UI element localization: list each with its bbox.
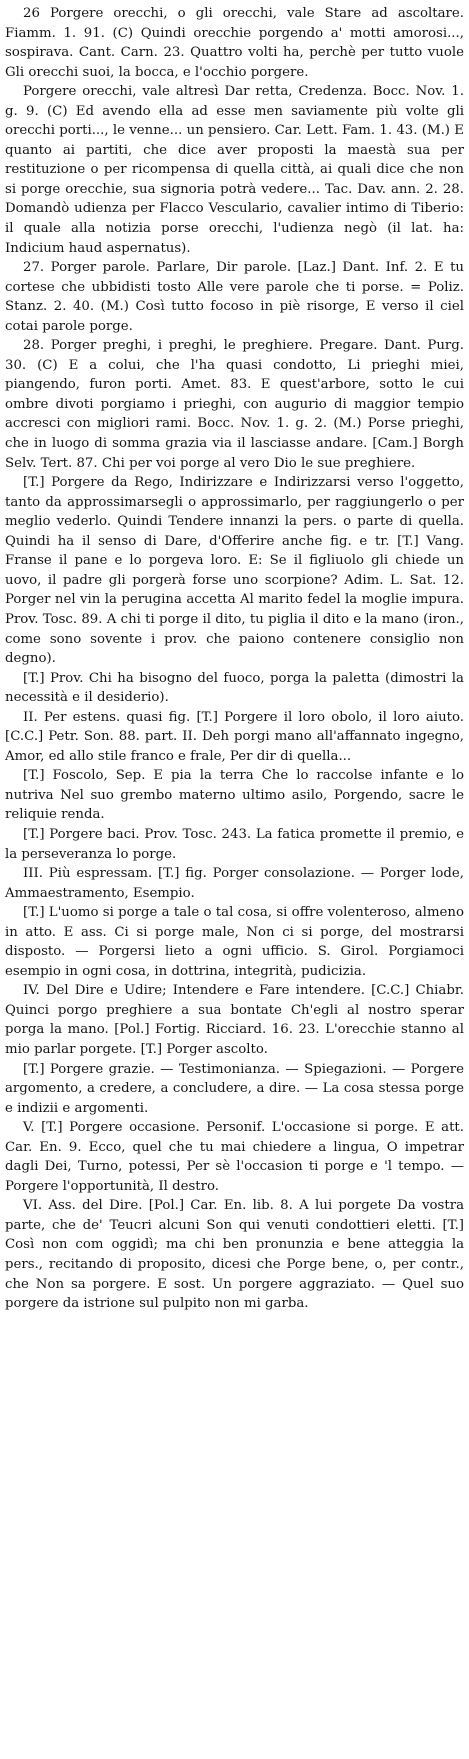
entry-porgere-grazie: [T.] Porgere grazie. — Testimonianza. — Spiegazioni. — Porgere argomento, a credere, a concludere, a dire. — La cosa stessa porge e indizii e argomenti. [5,1061,464,1116]
entry-27-porger-parole: 27. Porger parole. Parlare, Dir parole. [Laz.] Dant. Inf. 2. E tu cortese che ubbidisti tosto Alle vere parole che ti porse. = Poliz. Stanz. 2. 40. (M.) Così tutto focoso in piè risorge, E verso il ciel cotai parole porge. [5,260,464,334]
entry-porgere-orecchi-credenza: Porgere orecchi, vale altresì Dar retta, Credenza. Bocc. Nov. 1. g. 9. (C) Ed avendo ella ad esse men saviamente più volte gli orecchi porti..., le venne... un pensiero. Car. Lett. Fam. 1. 43. (M.) E quanto ai partiti, che dice aver proposti la maestà sua per restituzione o per ricompensa di quella città, ai quali dice che non si porge orecchie, sua signoria potrà vedere... Tac. Dav. ann. 2. 28. Domandò udienza per Flacco Vesculario, cavalier intimo di Tiberio: il quale alla notizia porse orecchi, l'udienza negò (il lat. ha: Indicium haud aspernatus). [5,84,464,256]
entry-iv-del-dire-e-udire: IV. Del Dire e Udire; Intendere e Fare intendere. [C.C.] Chiabr. Quinci porgo preghiere a sua bontate Ch'egli al nostro sperar porga la mano. [Pol.] Fortig. Ricciard. 16. 23. L'orecchie stanno al mio parlar porgete. [T.] Porger ascolto. [5,983,464,1057]
entry-v-porgere-occasione: V. [T.] Porgere occasione. Personif. L'occasione si porge. E att. Car. En. 9. Ecco, quel che tu mai chiedere a lingua, O impetrar dagli Dei, Turno, potessi, Per sè l'occasion ti porge e 'l tempo. — Porgere l'opportunità, Il destro. [5,1120,464,1194]
entry-prov-paletta: [T.] Prov. Chi ha bisogno del fuoco, porga la paletta (dimostri la necessità e il desiderio). [5,670,464,706]
entry-porgere-baci: [T.] Porgere baci. Prov. Tosc. 243. La fatica promette il premio, e la perseveranza lo porge. [5,826,464,862]
entry-iii-piu-espressam: III. Più espressam. [T.] fig. Porger consolazione. — Porger lode, Ammaestramento, Esempio. [5,866,464,901]
entry-vi-ass-del-dire: VI. Ass. del Dire. [Pol.] Car. En. lib. 8. A lui porgete Da vostra parte, che de' Teucri alcuni Son qui venuti condottieri eletti. [T.] Così non com oggidì; ma chi ben pronunzia e bene atteggia la pers., recitando di proposito, dicesi che Porge bene, o, per contr., che Non sa porgere. E sost. Un porgere aggraziato. — Quel suo porgere da istrione sul pulpito non mi garba. [5,1198,464,1312]
entry-28-porger-preghi: 28. Porger preghi, i preghi, le preghiere. Pregare. Dant. Purg. 30. (C) E a colui, che l'ha quasi condotto, Li prieghi miei, piangendo, furon porti. Amet. 83. E quest'arbore, sotto le cui ombre divoti porgiamo i prieghi, con augurio di maggior tempio accresci con migliori rami. Bocc. Nov. 1. g. 2. (M.) Porse prieghi, che in luogo di somma grazia via il lasciasse andare. [Cam.] Borgh Selv. Tert. 87. Chi per voi porge al vero Dio le sue preghiere. [5,338,464,471]
entry-foscolo-sep: [T.] Foscolo, Sep. E pia la terra Che lo raccolse infante e lo nutriva Nel suo grembo materno ultimo asilo, Porgendo, sacre le reliquie renda. [5,768,464,823]
entry-porgere-da-rego: [T.] Porgere da Rego, Indirizzare e Indirizzarsi verso l'oggetto, tanto da approssimarsegli o approssimarlo, per raggiungerlo o per meglio vederlo. Quindi Tendere innanzi la pers. o parte di quella. Quindi ha il senso di Dare, d'Offerire anche fig. e tr. [T.] Vang. Franse il pane e lo porgeva loro. E: Se il figliuolo gli chiede un uovo, il padre gli porgerà forse uno scorpione? Adim. L. Sat. 12. Porger nel vin la perugina accetta Al marito fedel la moglie impura. Prov. Tosc. 89. A chi ti porge il dito, tu piglia il dito e la mano (iron., come sono sovente i prov. che paiono contenere consiglio non degno). [5,475,464,667]
entry-26-porgere-orecchi: 26 Porgere orecchi, o gli orecchi, vale Stare ad ascoltare. Fiamm. 1. 91. (C) Quindi orecchie porgendo a' motti amorosi..., sospirava. Cant. Carn. 23. Quattro volti ha, perchè per tutto vuole Gli orecchi suoi, la bocca, e l'occhio porgere. [5,6,464,80]
entry-uomo-si-porge: [T.] L'uomo si porge a tale o tal cosa, si offre volenteroso, almeno in atto. E ass. Ci si porge male, Non ci si porge, del mostrarsi disposto. — Porgersi lieto a ogni ufficio. S. Girol. Porgiamoci esempio in ogni cosa, in dottrina, integrità, pudicizia. [5,905,464,979]
entry-ii-per-estens: II. Per estens. quasi fig. [T.] Porgere il loro obolo, il loro aiuto. [C.C.] Petr. Son. 88. part. II. Deh porgi mano all'affannato ingegno, Amor, ed allo stile franco e frale, Per dir di quella... [5,709,464,764]
